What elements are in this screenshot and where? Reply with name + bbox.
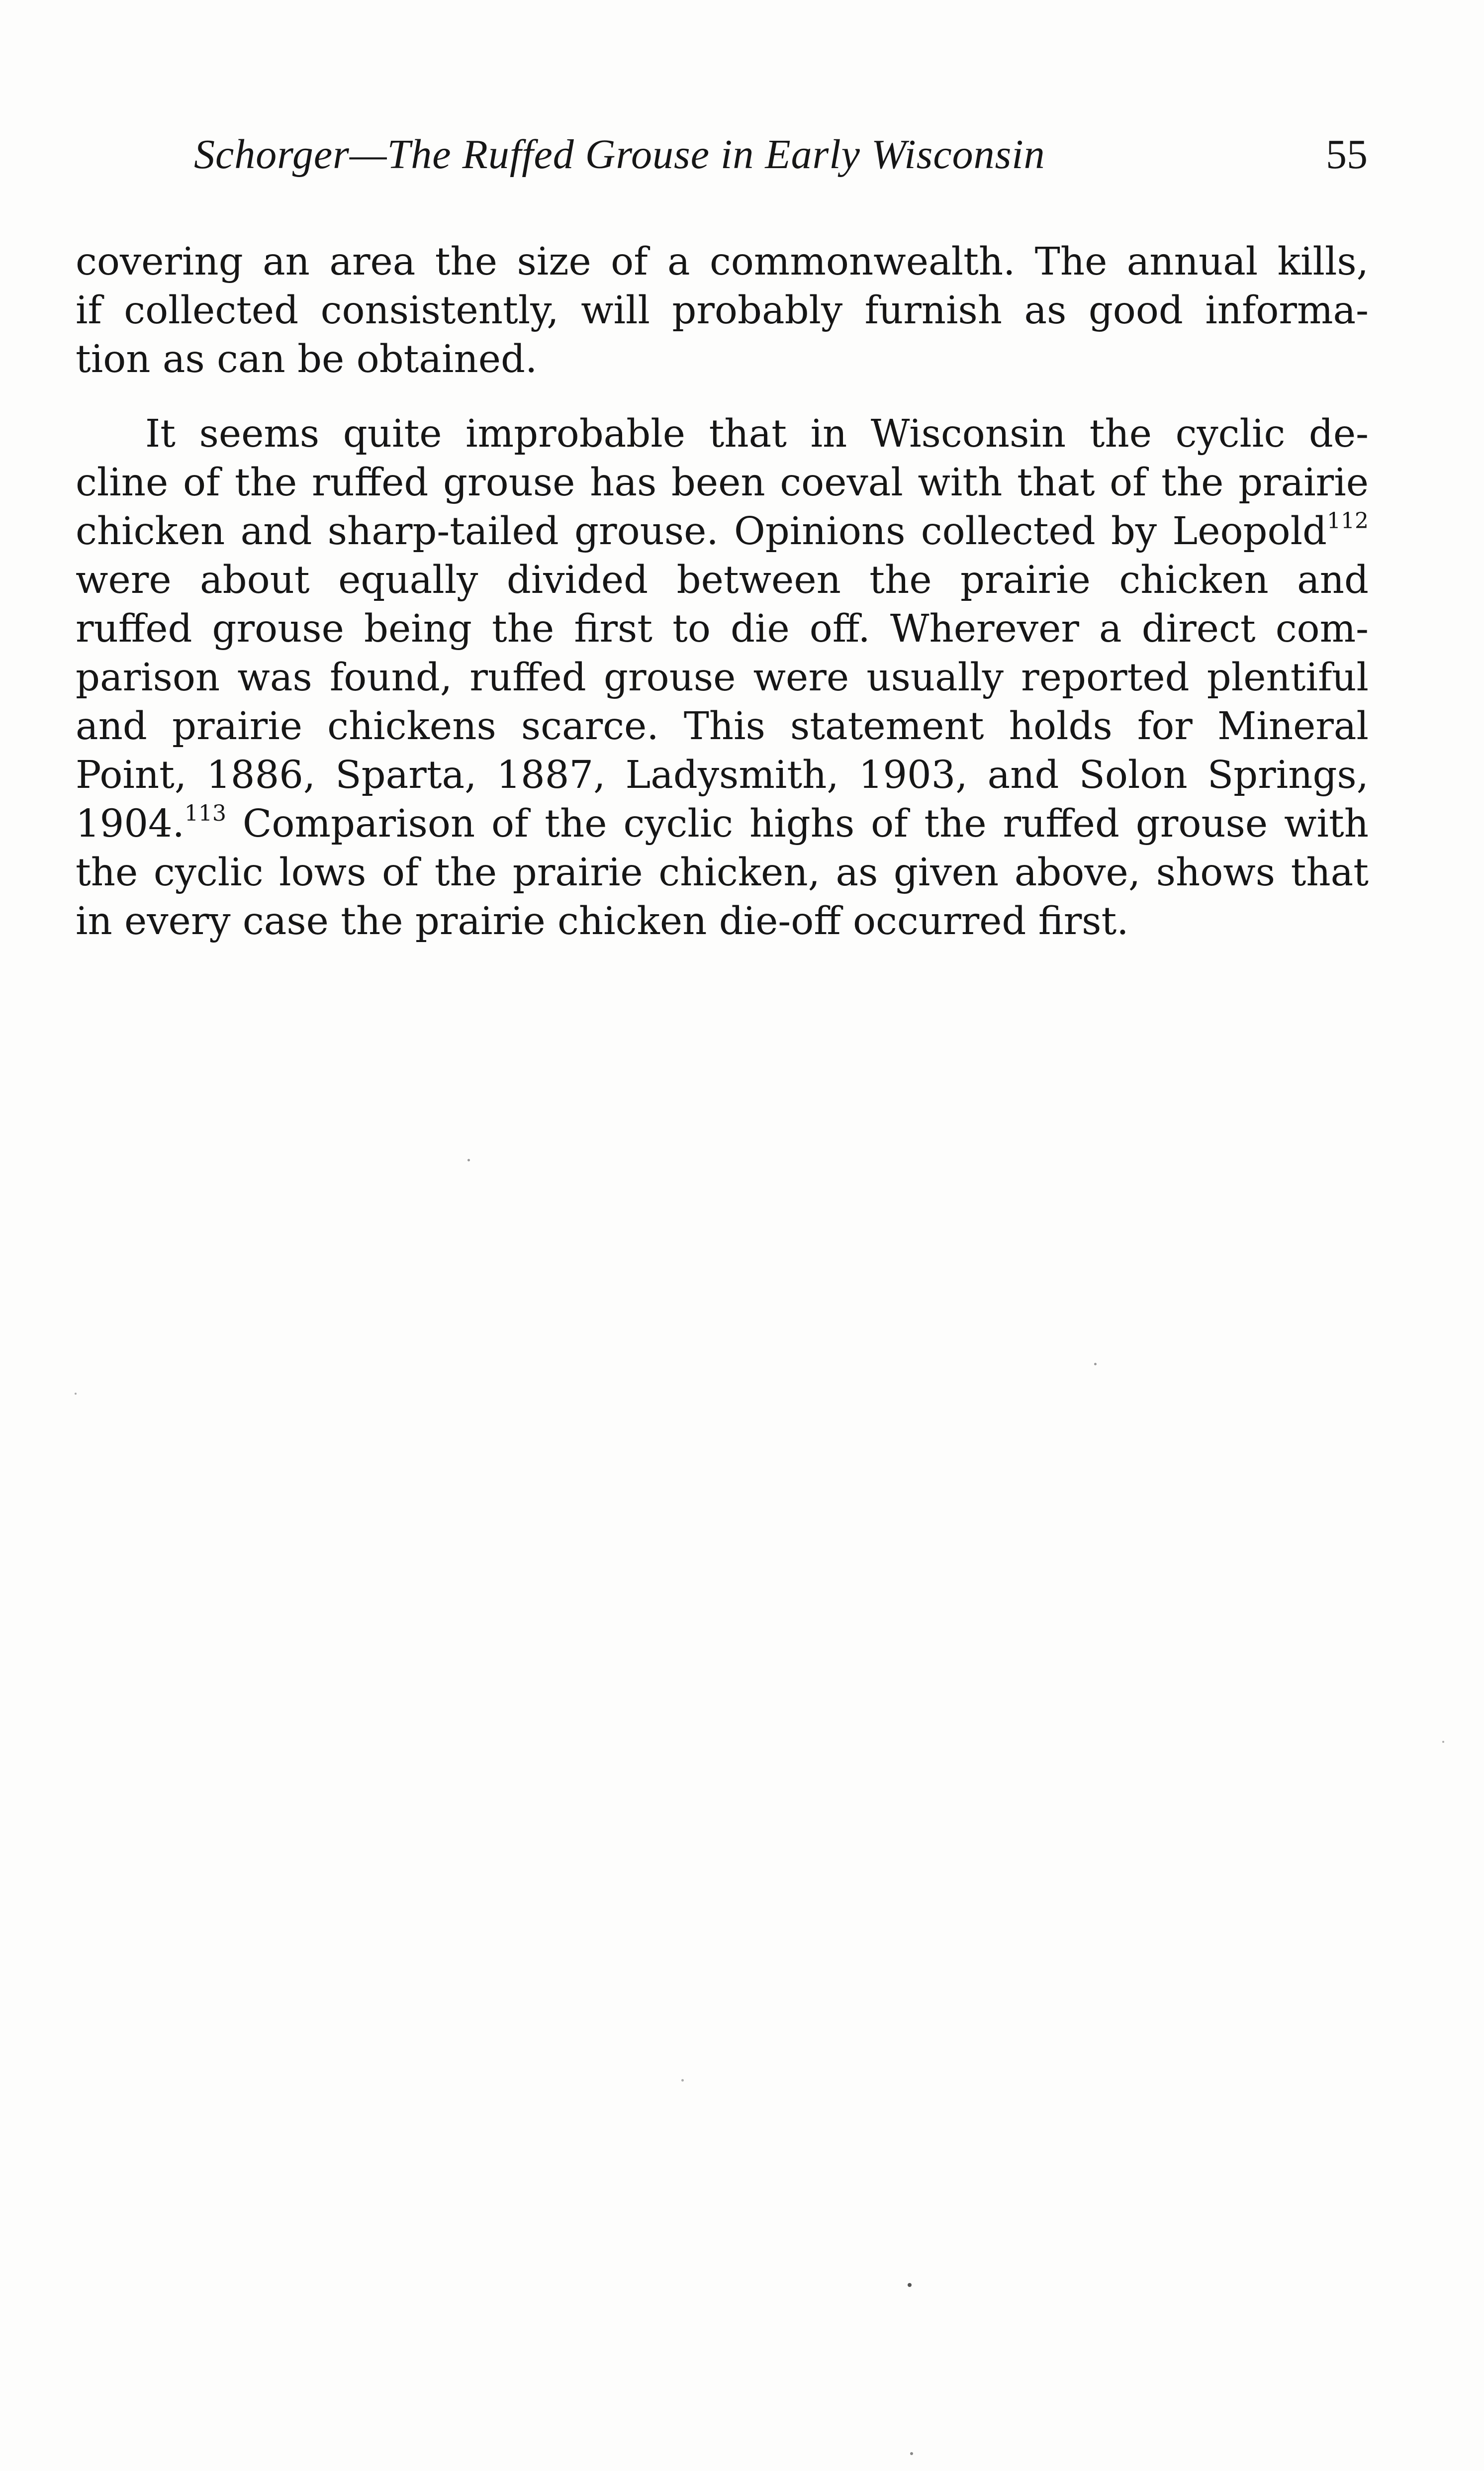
paragraph-1 [76,238,1369,384]
running-head [194,130,1368,185]
text-line: cline of the ruffed grouse has been coeval with that of the prairie [76,461,1369,505]
scan-speck [1442,1741,1444,1743]
text-line: Point, 1886, Sparta, 1887, Ladysmith, 1903, and Solon Springs, [76,753,1369,797]
body-text [76,238,1369,946]
scan-speck [910,2452,913,2455]
text-line-content: chicken and sharp-tailed grouse. Opinions collected by Leopold [76,509,1327,554]
footnote-ref-112: 112 [1327,508,1369,534]
text-line: in every case the prairie chicken die-off occurred first. [76,899,1129,944]
text-line: tion as can be obtained. [76,337,538,381]
text-line [76,800,1369,849]
text-line: were about equally divided between the prairie chicken and [76,558,1369,602]
footnote-ref-113: 113 [185,801,226,826]
running-title: Schorger—The Ruffed Grouse in Early Wisconsin [194,131,1045,178]
text-line-content: Comparison of the cyclic highs of the ruffed grouse with [226,802,1369,846]
paragraph-2 [76,410,1369,946]
scan-speck [467,1159,470,1161]
text-line: parison was found, ruffed grouse were usually reported plentiful [76,656,1369,700]
text-line: if collected consistently, will probably furnish as good informa- [76,288,1369,333]
text-line: and prairie chickens scarce. This statement holds for Mineral [76,704,1369,749]
text-line: ruffed grouse being the first to die off. Wherever a direct com- [76,607,1369,651]
page-number: 55 [1326,131,1368,178]
text-line: the cyclic lows of the prairie chicken, as given above, shows that [76,851,1369,895]
text-line: It seems quite improbable that in Wisconsin the cyclic de- [145,412,1369,456]
text-line [76,507,1369,556]
scan-speck [1094,1363,1097,1365]
scan-speck [681,2079,684,2082]
scan-speck [908,2283,912,2287]
scan-speck [75,1393,77,1395]
text-line-content: 1904. [76,802,185,846]
text-line: covering an area the size of a commonwealth. The annual kills, [76,240,1369,284]
